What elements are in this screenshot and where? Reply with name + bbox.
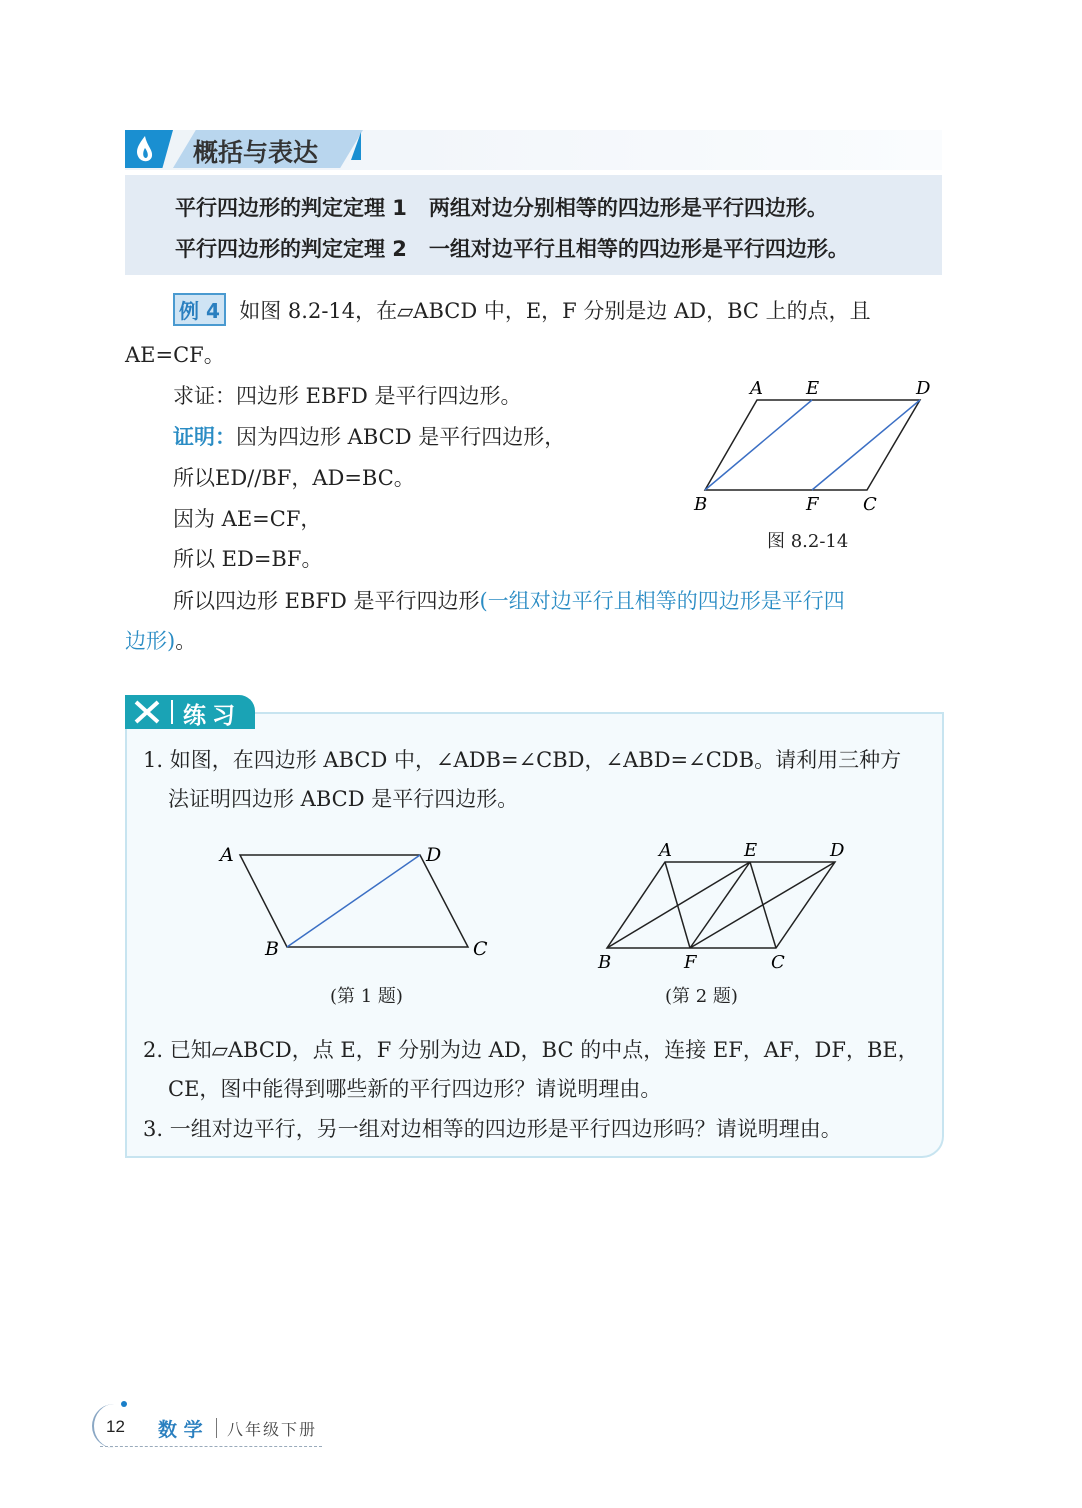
theorem-2 — [175, 233, 849, 263]
example-text: 如图 8.2-14，在▱ABCD 中，E，F 分别是边 AD，BC 上的点，且 — [239, 299, 871, 323]
conclusion — [173, 585, 845, 615]
segment-be — [705, 400, 812, 490]
footer-dot — [121, 1401, 127, 1407]
question-2-line-1: 2. 已知▱ABCD，点 E，F 分别为边 AD，BC 的中点，连接 EF，AF，DF，BE， — [143, 1038, 919, 1062]
proof-label: 证明： — [173, 425, 236, 449]
label-e: E — [806, 378, 820, 399]
label-d: D — [916, 378, 931, 399]
label-d: D — [426, 844, 442, 866]
segment-fd — [812, 400, 920, 490]
label-a: A — [220, 844, 234, 866]
theorem-name: 平行四边形的判定定理 1 — [175, 196, 407, 220]
theorem-1 — [175, 192, 828, 222]
example-line-1 — [173, 293, 871, 326]
proof-line-1 — [173, 421, 565, 451]
divider — [171, 700, 173, 724]
figure-caption: 图 8.2-14 — [767, 531, 849, 552]
segment-ec — [750, 862, 776, 948]
theorem-name: 平行四边形的判定定理 2 — [175, 237, 407, 261]
parallelogram-abcd — [705, 400, 920, 490]
figure-question-2 — [590, 835, 860, 970]
label-b: B — [265, 938, 279, 960]
parallelogram-abcd — [607, 862, 835, 948]
flame-icon — [125, 130, 173, 168]
segment-be — [607, 862, 750, 948]
prove-statement: 求证：四边形 EBFD 是平行四边形。 — [173, 384, 522, 408]
caption-question-2: (第 2 题) — [665, 986, 738, 1007]
proof-line-2: 所以ED//BF，AD=BC。 — [173, 466, 415, 490]
label-c: C — [771, 952, 785, 970]
theorem-text: 两组对边分别相等的四边形是平行四边形。 — [428, 196, 828, 220]
conclusion-text: 所以四边形 EBFD 是平行四边形 — [173, 589, 480, 613]
period: 。 — [175, 629, 197, 653]
practice-title: 练习 — [183, 703, 241, 729]
caption-question-1: (第 1 题) — [330, 986, 403, 1007]
ruler-pencil-icon — [133, 699, 161, 725]
label-f: F — [684, 952, 697, 970]
subject: 数 学 — [158, 1419, 203, 1441]
theorem-text: 一组对边平行且相等的四边形是平行四边形。 — [428, 237, 849, 261]
reason-text: 边形) — [125, 629, 176, 653]
label-b: B — [598, 952, 612, 970]
question-3: 3. 一组对边平行，另一组对边相等的四边形是平行四边形吗？请说明理由。 — [143, 1117, 842, 1141]
conclusion-cont — [125, 625, 196, 655]
label-c: C — [863, 494, 877, 515]
proof-line-3: 因为 AE=CF， — [173, 507, 322, 531]
decorative-triangle — [351, 132, 361, 160]
section-header — [125, 130, 942, 170]
question-2-line-2: CE，图中能得到哪些新的平行四边形？请说明理由。 — [168, 1077, 662, 1101]
practice-header — [125, 695, 255, 729]
example-line-2: AE=CF。 — [125, 343, 225, 367]
label-a: A — [750, 378, 763, 399]
figure-8-2-14 — [680, 372, 950, 517]
label-e: E — [744, 840, 758, 861]
label-f: F — [806, 494, 819, 515]
label-a: A — [659, 840, 672, 861]
diagonal-bd — [287, 855, 420, 947]
page-number: 12 — [106, 1417, 125, 1436]
proof-line-4: 所以 ED=BF。 — [173, 547, 323, 571]
segment-ef — [690, 862, 750, 948]
reason-text: (一组对边平行且相等的四边形是平行四 — [479, 589, 845, 613]
question-1-line-2: 法证明四边形 ABCD 是平行四边形。 — [168, 787, 519, 811]
section-title: 概括与表达 — [193, 138, 319, 167]
footer-dashed-line — [100, 1446, 322, 1447]
theorem-box — [125, 175, 942, 275]
figure-question-1 — [210, 835, 500, 965]
example-label: 例 4 — [173, 293, 226, 326]
label-b: B — [694, 494, 708, 515]
grade: 八年级下册 — [227, 1420, 318, 1439]
question-1-line-1: 1. 如图，在四边形 ABCD 中，∠ADB=∠CBD，∠ABD=∠CDB。请利用三种方 — [143, 748, 902, 772]
label-c: C — [473, 938, 488, 960]
label-d: D — [830, 840, 845, 861]
proof-text: 因为四边形 ABCD 是平行四边形， — [236, 425, 566, 449]
footer-divider — [216, 1418, 217, 1438]
